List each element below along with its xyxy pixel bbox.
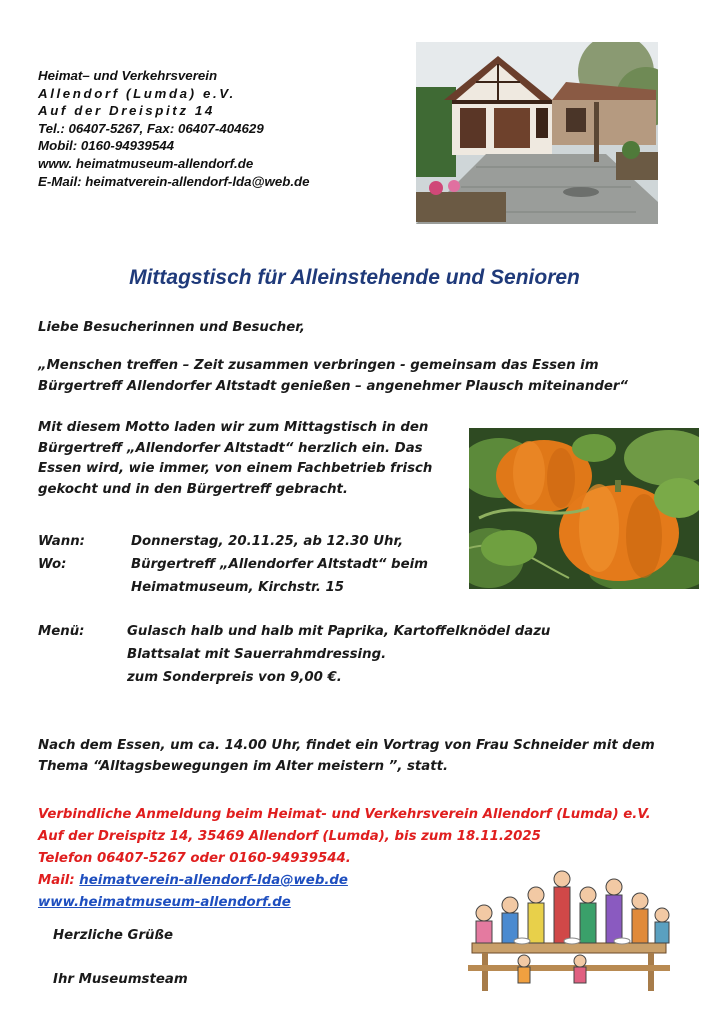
- when-value: Donnerstag, 20.11.25, ab 12.30 Uhr,: [131, 534, 404, 549]
- menu-item: Gulasch halb und halb mit Paprika, Kartoffelknödel dazu: [127, 624, 551, 639]
- museum-photo: [416, 42, 658, 224]
- email: E-Mail: heimatverein-allendorf-lda@web.de: [38, 173, 310, 189]
- lecture-line: Thema “Alltagsbewegungen im Alter meistern ”, statt.: [38, 758, 449, 774]
- website: www. heimatmuseum-allendorf.de: [38, 155, 254, 171]
- intro-line: gekocht und in den Bürgertreff gebracht.: [38, 481, 348, 497]
- org-name-2: Allendorf (Lumda) e.V.: [38, 85, 236, 101]
- intro-line: Bürgertreff „Allendorfer Altstadt“ herzlich ein. Das: [38, 440, 423, 456]
- registration-line: Verbindliche Anmeldung beim Heimat- und Verkehrsverein Allendorf (Lumda) e.V.: [38, 807, 651, 822]
- lecture-line: Nach dem Essen, um ca. 14.00 Uhr, findet ein Vortrag von Frau Schneider mit dem: [38, 738, 655, 753]
- where-value-2: Heimatmuseum, Kirchstr. 15: [131, 580, 345, 595]
- where-row: [38, 555, 428, 576]
- phone-fax: Tel.: 06407-5267, Fax: 06407-404629: [38, 120, 264, 136]
- pumpkin-photo: [469, 428, 699, 589]
- when-label: Wann:: [38, 534, 85, 549]
- where-row-2: [38, 578, 344, 599]
- mail-label: Mail:: [38, 873, 80, 888]
- motto-line: Bürgertreff Allendorfer Altstadt genießen – angenehmer Plausch miteinander“: [38, 378, 628, 394]
- people-at-table-illustration: [462, 865, 676, 995]
- motto-line: „Menschen treffen – Zeit zusammen verbringen - gemeinsam das Essen im: [38, 358, 599, 373]
- where-value: Bürgertreff „Allendorfer Altstadt“ beim: [131, 557, 429, 572]
- motto: [38, 356, 628, 397]
- menu-price: zum Sonderpreis von 9,00 €.: [127, 670, 342, 685]
- email-link[interactable]: heimatverein-allendorf-lda@web.de: [79, 873, 348, 888]
- website-link[interactable]: www.heimatmuseum-allendorf.de: [38, 895, 291, 910]
- menu-row: [38, 622, 550, 643]
- closing-signature: Ihr Museumsteam: [53, 972, 188, 987]
- greeting: Liebe Besucherinnen und Besucher,: [38, 320, 305, 335]
- page-title: Mittagstisch für Alleinstehende und Senioren: [129, 266, 580, 289]
- address-block: [38, 67, 310, 190]
- lecture-paragraph: [38, 736, 655, 777]
- closing-greeting: Herzliche Grüße: [53, 928, 174, 943]
- org-name: Heimat– und Verkehrsverein: [38, 68, 218, 83]
- intro-line: Mit diesem Motto laden wir zum Mittagstisch in den: [38, 420, 429, 435]
- registration-line: Telefon 06407-5267 oder 0160-94939544.: [38, 851, 351, 866]
- registration-line: Auf der Dreispitz 14, 35469 Allendorf (Lumda), bis zum 18.11.2025: [38, 829, 541, 844]
- intro-paragraph: [38, 418, 432, 500]
- menu-label: Menü:: [38, 624, 85, 639]
- mobile: Mobil: 0160-94939544: [38, 138, 175, 154]
- when-row: [38, 532, 403, 553]
- where-label: Wo:: [38, 557, 67, 572]
- street: Auf der Dreispitz 14: [38, 103, 215, 119]
- intro-line: Essen wird, wie immer, von einem Fachbetrieb frisch: [38, 461, 433, 476]
- menu-item: Blattsalat mit Sauerrahmdressing.: [127, 647, 387, 662]
